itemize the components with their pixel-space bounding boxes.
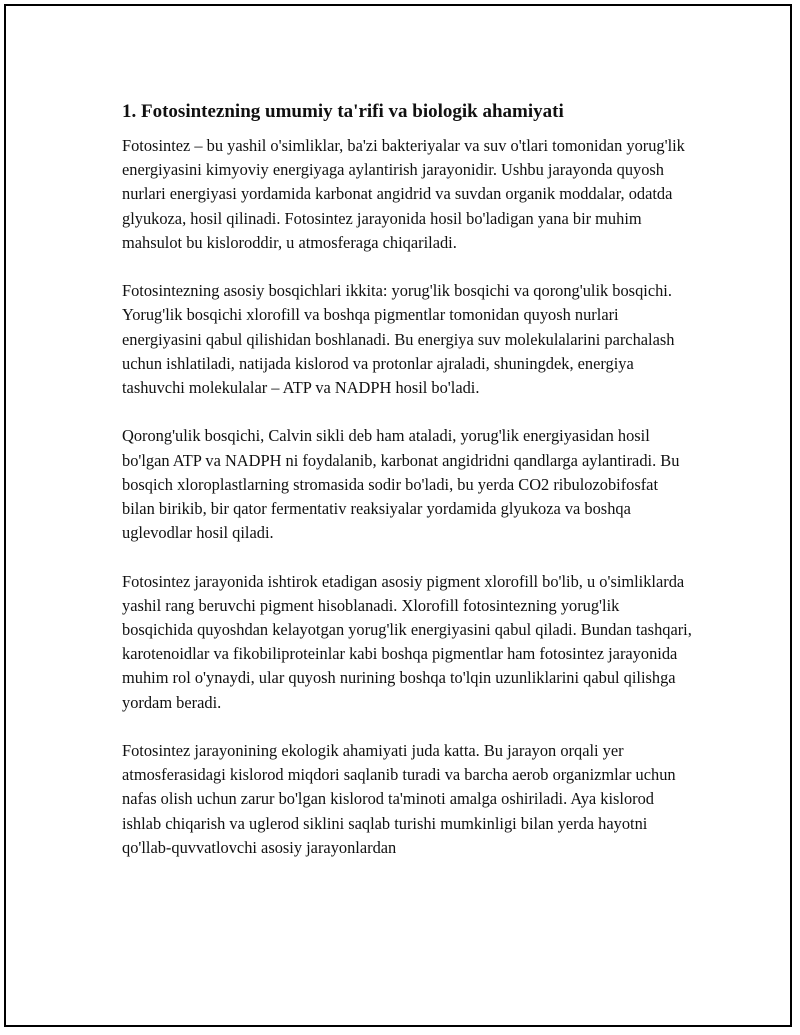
document-page bbox=[4, 4, 792, 1027]
paragraph-ecology: Fotosintez jarayonining ekologik ahamiyati juda katta. Bu jarayon orqali yer atmosferasidagi kislorod miqdori saqlanib turadi va barcha aerob organizmlar uchun nafas olish uchun zarur bo'lgan kislorod ta'minoti amalga oshiriladi. Aya kislorod ishlab chiqarish va uglerod siklini saqlab turishi mumkinligi bilan yerda hayotni qo'llab-quvvatlovchi asosiy jarayonlardan bbox=[122, 741, 676, 857]
paragraph-pigments: Fotosintez jarayonida ishtirok etadigan asosiy pigment xlorofill bo'lib, u o'simliklarda yashil rang beruvchi pigment hisoblanadi. Xlorofill fotosintezning yorug'lik bosqichida quyoshdan kelayotgan yorug'lik energiyasini qabul qiladi. Bundan tashqari, karotenoidlar va fikobiliproteinlar kabi boshqa pigmentlar ham fotosintez jarayonida muhim rol o'ynaydi, ular quyosh nurining boshqa to'lqin uzunliklarini qabul qilishga yordam beradi. bbox=[122, 571, 692, 712]
document-body bbox=[122, 98, 692, 884]
paragraph-stages: Fotosintezning asosiy bosqichlari ikkita: yorug'lik bosqichi va qorong'ulik bosqichi. Yorug'lik bosqichi xlorofill va boshqa pigmentlar tomonidan quyosh nurlari energiyasini qabul qilishidan boshlanadi. Bu energiya suv molekulalarini parchalash uchun ishlatiladi, natijada kislorod va protonlar ajraladi, shuningdek, energiya tashuvchi molekulalar – ATP va NADPH hosil bo'ladi. bbox=[122, 281, 675, 398]
paragraph-definition: Fotosintez – bu yashil o'simliklar, ba'zi bakteriyalar va suv o'tlari tomonidan yorug'lik energiyasini kimyoviy energiyaga aylantirish jarayonidir. Ushbu jarayonda quyosh nurlari energiyasi yordamida karbonat angidrid va suvdan organik moddalar, odatda glyukoza, hosil qilinadi. Fotosintez jarayonida hosil bo'ladigan yana bir muhim mahsulot bu kisloroddir, u atmosferaga chiqariladi. bbox=[122, 136, 685, 252]
section-heading: 1. Fotosintezning umumiy ta'rifi va biologik ahamiyati bbox=[122, 101, 564, 122]
paragraph-dark-stage: Qorong'ulik bosqichi, Calvin sikli deb ham ataladi, yorug'lik energiyasidan hosil bo'lgan ATP va NADPH ni foydalanib, karbonat angidridni qandlarga aylantiradi. Bu bosqich xloroplastlarning stromasida sodir bo'ladi, bu yerda CO2 ribulozobifosfat bilan birikib, bir qator fermentativ reaksiyalar yordamida glyukoza va boshqa uglevodlar hosil qiladi. bbox=[122, 426, 680, 543]
